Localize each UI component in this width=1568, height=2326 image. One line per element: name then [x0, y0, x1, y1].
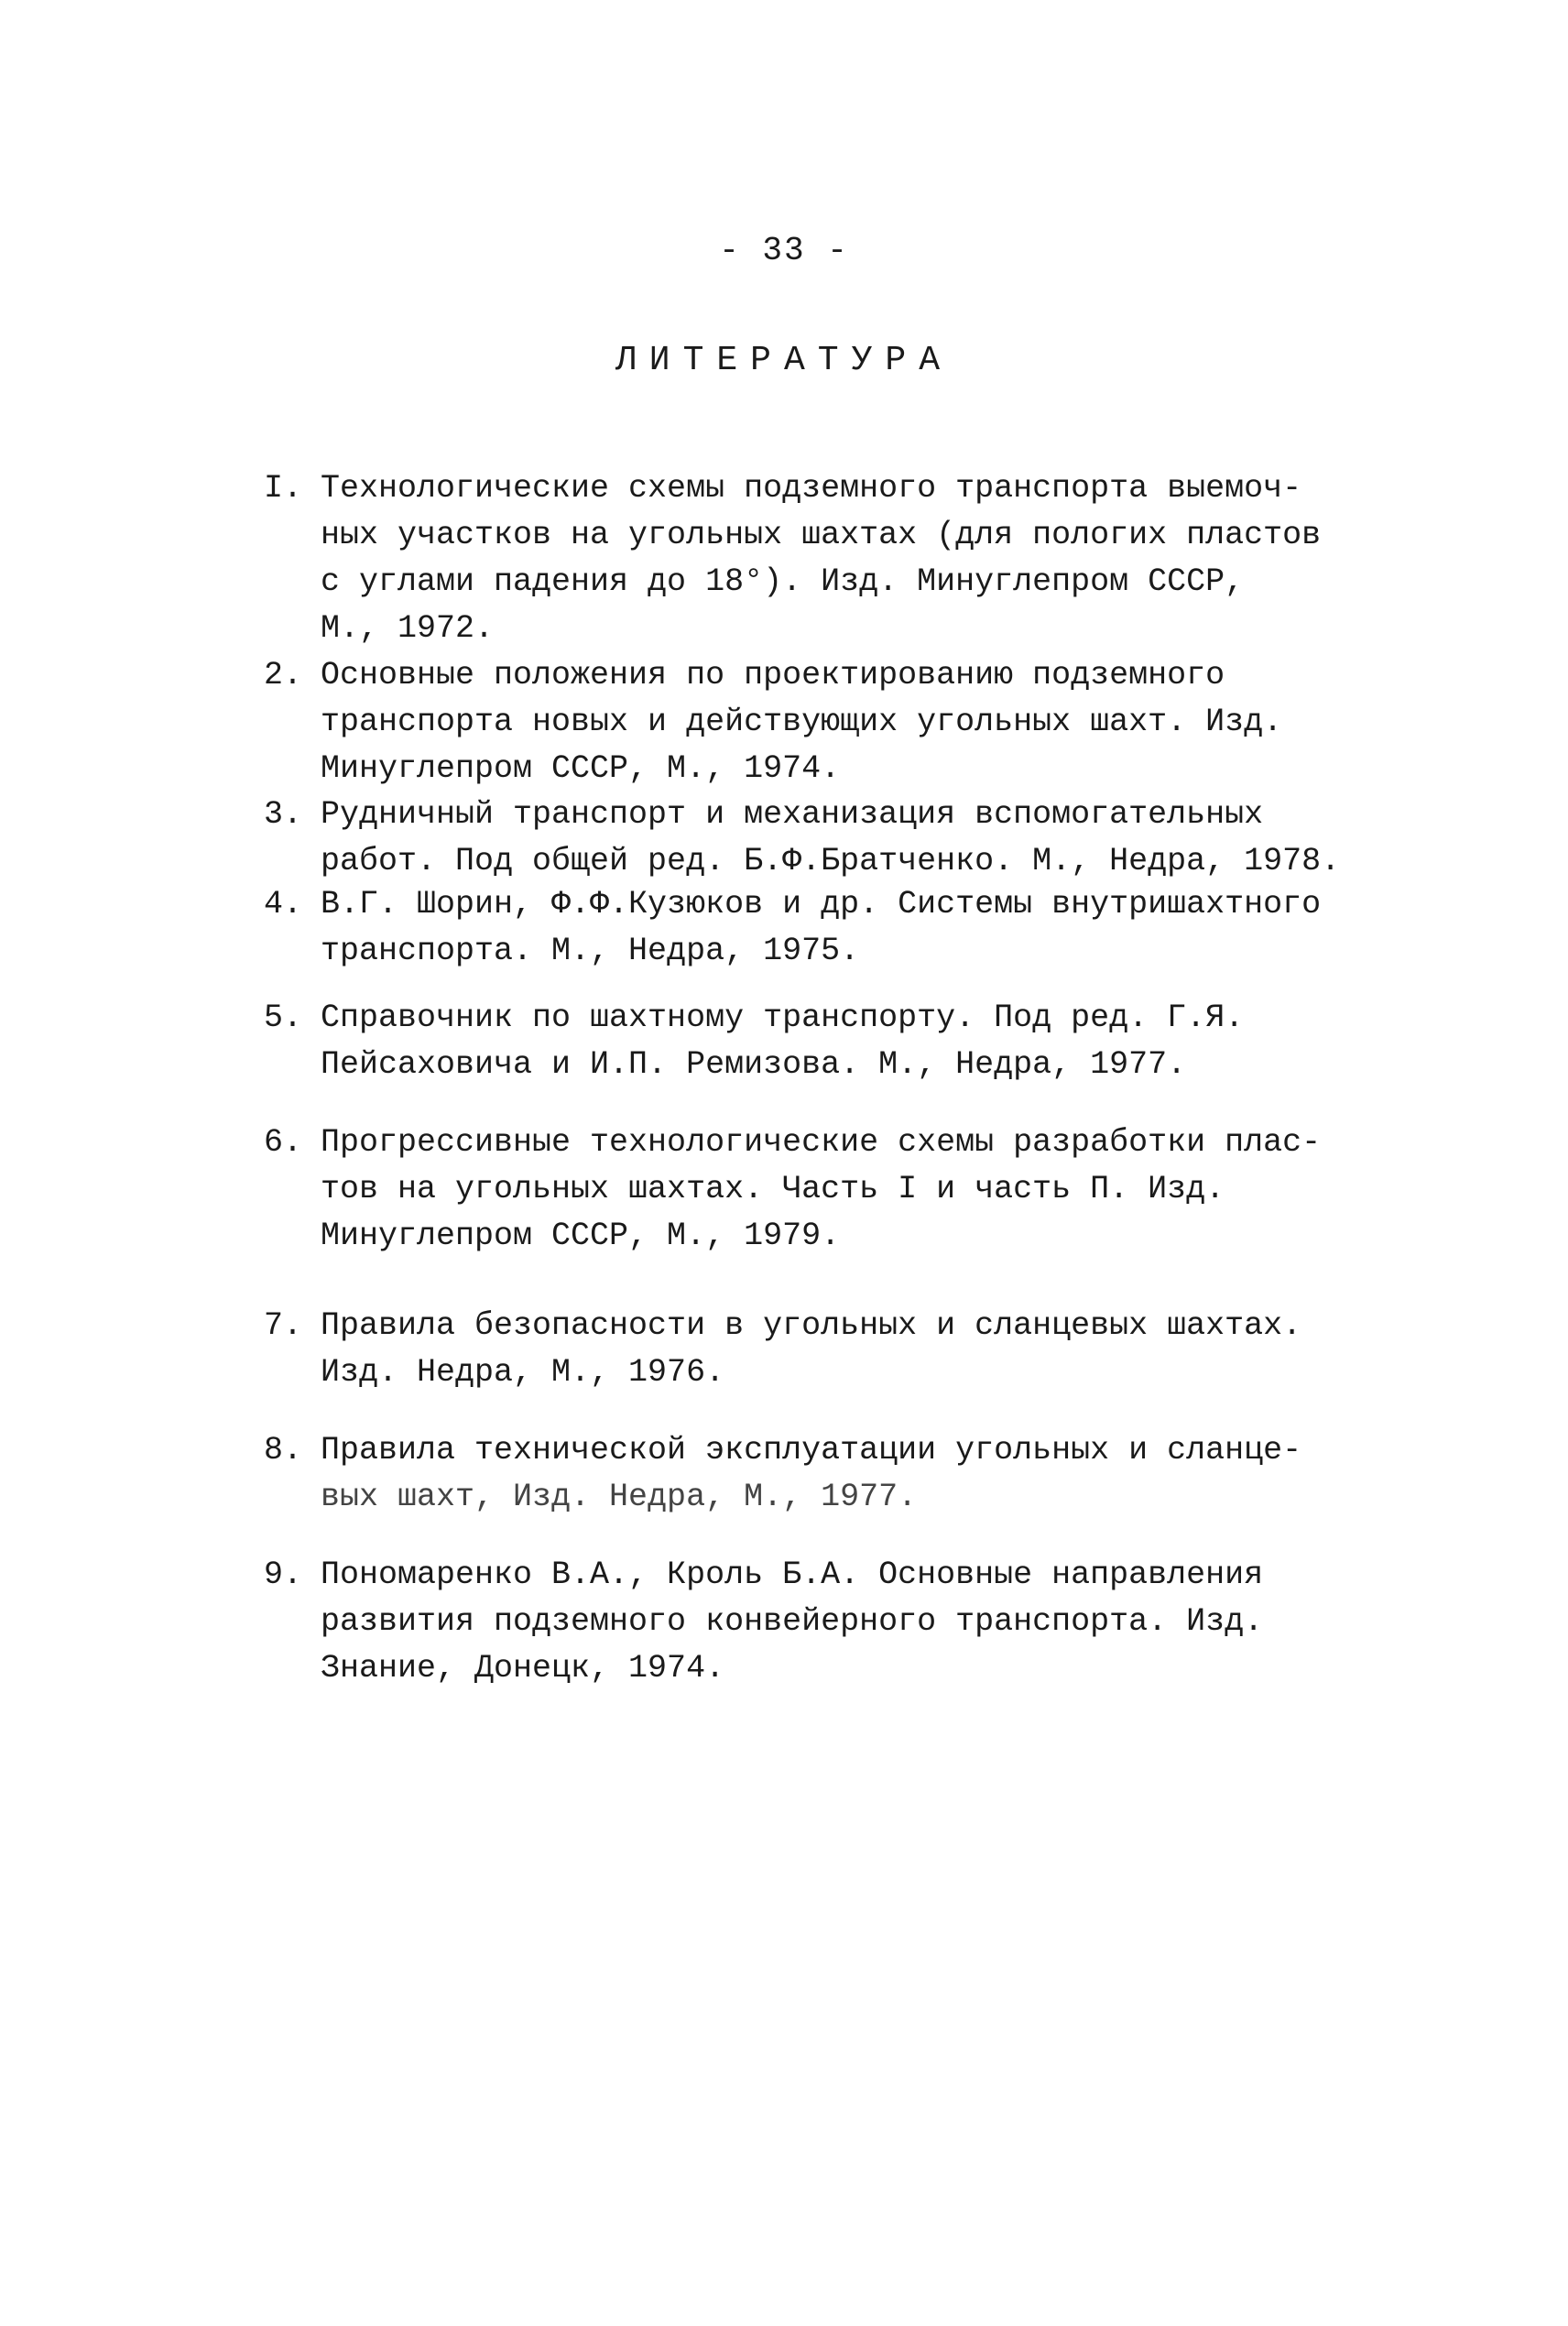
reference-line: Изд. Недра, М., 1976.: [321, 1354, 725, 1391]
reference-text: [321, 652, 1282, 792]
reference-text: [321, 995, 1244, 1088]
reference-text: [321, 465, 1321, 652]
reference-text: [321, 792, 1340, 885]
reference-line: вых шахт, Изд. Недра, М., 1977.: [321, 1479, 918, 1515]
reference-line: В.Г. Шорин, Ф.Ф.Кузюков и др. Системы внутришахтного: [321, 886, 1322, 923]
reference-line: тов на угольных шахтах. Часть I и часть П. Изд.: [321, 1171, 1225, 1207]
reference-line: с углами падения до 18°). Изд. Минуглепром СССР,: [321, 563, 1245, 600]
reference-text: [321, 1427, 1301, 1521]
reference-number: 3.: [264, 796, 303, 833]
reference-number: 9.: [264, 1556, 303, 1593]
reference-line: Пономаренко В.А., Кроль Б.А. Основные направления: [321, 1556, 1264, 1593]
reference-line: Правила технической эксплуатации угольных и сланце-: [321, 1432, 1302, 1469]
reference-line: Знание, Донецк, 1974.: [321, 1650, 725, 1687]
reference-text: [321, 1303, 1301, 1396]
reference-line: развития подземного конвейерного транспорта. Изд.: [321, 1603, 1264, 1640]
reference-line: М., 1972.: [321, 610, 495, 647]
reference-number: 6.: [264, 1124, 303, 1161]
reference-number: I.: [264, 470, 303, 507]
reference-line: Справочник по шахтному транспорту. Под ред. Г.Я.: [321, 999, 1245, 1036]
reference-number: 8.: [264, 1432, 303, 1469]
reference-line: Минуглепром СССР, М., 1974.: [321, 750, 841, 787]
reference-line: Основные положения по проектированию подземного: [321, 657, 1225, 693]
reference-line: Технологические схемы подземного транспорта выемоч-: [321, 470, 1302, 507]
reference-line: Рудничный транспорт и механизация вспомогательных: [321, 796, 1264, 833]
reference-line: ных участков на угольных шахтах (для пологих пластов: [321, 517, 1322, 553]
reference-line: Прогрессивные технологические схемы разработки плас-: [321, 1124, 1322, 1161]
reference-line: Правила безопасности в угольных и сланцевых шахтах.: [321, 1307, 1302, 1344]
reference-number: 7.: [264, 1307, 303, 1344]
page-title: ЛИТЕРАТУРА: [615, 341, 953, 380]
reference-text: [321, 881, 1321, 975]
reference-text: [321, 1552, 1263, 1692]
reference-line: Пейсаховича и И.П. Ремизова. М., Недра, 1977.: [321, 1046, 1187, 1083]
reference-text: [321, 1119, 1321, 1260]
reference-line: Минуглепром СССР, М., 1979.: [321, 1218, 841, 1254]
reference-number: 4.: [264, 886, 303, 923]
reference-number: 2.: [264, 657, 303, 693]
reference-line: работ. Под общей ред. Б.Ф.Братченко. М., Недра, 1978.: [321, 843, 1341, 879]
page-number: - 33 -: [719, 232, 849, 269]
reference-line: транспорта. М., Недра, 1975.: [321, 933, 860, 969]
reference-line: транспорта новых и действующих угольных шахт. Изд.: [321, 704, 1283, 740]
reference-number: 5.: [264, 999, 303, 1036]
